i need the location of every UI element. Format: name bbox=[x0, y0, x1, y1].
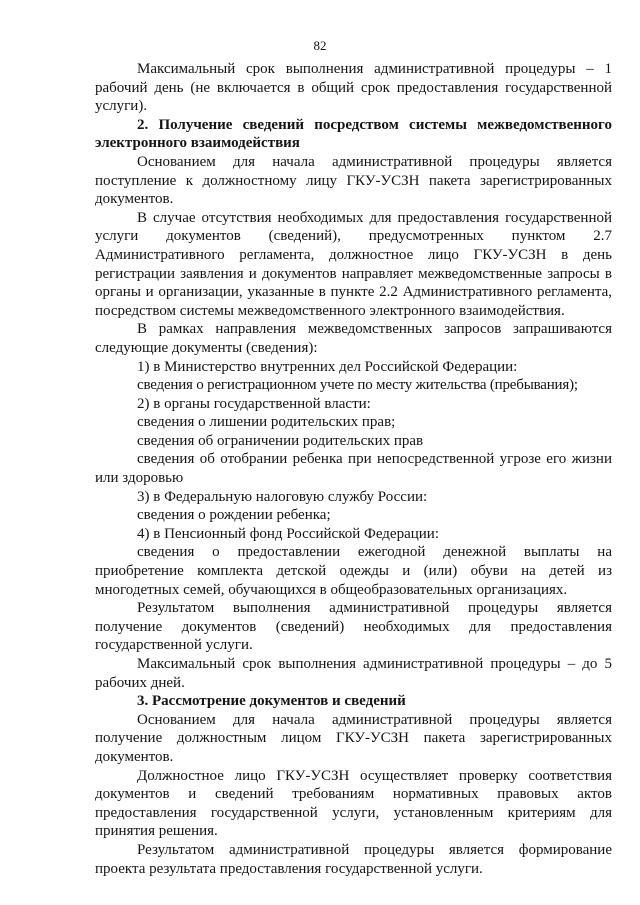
paragraph-requested-documents: В рамках направления межведомственных запросов запрашиваются следующие документы (сведения): bbox=[95, 321, 612, 356]
list-item-state-authorities: 2) в органы государственной власти: bbox=[137, 395, 371, 412]
list-item-birth-info: сведения о рождении ребенка; bbox=[137, 507, 331, 524]
paragraph-compliance-check: Должностное лицо ГКУ-УСЗН осуществляет проверку соответствия документов и сведений требованиям нормативных правовых актов предоставления государственной услуги, установленным критериям для принятия решения. bbox=[95, 767, 612, 840]
paragraph-result-procedure-3: Результатом административной процедуры является формирование проекта результата предоставления государственной услуги. bbox=[95, 841, 612, 877]
paragraph-annual-payment: сведения о предоставлении ежегодной денежной выплаты на приобретение комплекта детской одежды и (или) обуви на детей из многодетных семей, обучающихся в общеобразовательных организациях. bbox=[95, 544, 612, 598]
list-item-restriction-rights: сведения об ограничении родительских прав bbox=[137, 432, 424, 449]
paragraph-child-removal: сведения об отобрании ребенка при непосредственной угрозе его жизни или здоровью bbox=[95, 451, 612, 487]
heading-document-review: 3. Рассмотрение документов и сведений bbox=[137, 693, 406, 710]
heading-interagency-info: 2. Получение сведений посредством системы межведомственного электронного взаимодействия bbox=[95, 116, 612, 152]
list-item-pension-fund: 4) в Пенсионный фонд Российской Федерации: bbox=[137, 525, 439, 542]
paragraph-max-term-5-days: Максимальный срок выполнения административной процедуры – до 5 рабочих дней. bbox=[95, 656, 612, 691]
page-number: 82 bbox=[313, 38, 327, 53]
paragraph-basis-start-procedure: Основанием для начала административной процедуры является поступление к должностному лицу ГКУ-УСЗН пакета зарегистрированных документов. bbox=[95, 153, 612, 208]
paragraph-missing-documents: В случае отсутствия необходимых для предоставления государственной услуги документов (сведений), предусмотренных пунктом 2.7 Административного регламента, должностное лицо ГКУ-УСЗН в день регистрации заявления и документов направляет межведомственные запросы в органы и организации, указанные в пункте 2.2 Административного регламента, посредством системы межведомственного электронного взаимодействия. bbox=[95, 209, 612, 319]
paragraph-basis-review: Основанием для начала административной процедуры является получение должностным лицом ГКУ-УСЗН пакета зарегистрированных документов. bbox=[95, 711, 612, 765]
list-item-deprivation-rights: сведения о лишении родительских прав; bbox=[137, 414, 396, 431]
list-item-mvd: 1) в Министерство внутренних дел Российской Федерации: bbox=[137, 358, 518, 375]
document-body bbox=[95, 60, 612, 878]
list-item-registration-info: сведения о регистрационном учете по месту жительства (пребывания); bbox=[137, 377, 578, 394]
paragraph-max-term-1-day: Максимальный срок выполнения административной процедуры – 1 рабочий день (не включается в общий срок предоставления государственной услуги). bbox=[95, 61, 612, 115]
paragraph-result-procedure-2: Результатом выполнения административной процедуры является получение документов (сведений) необходимых для предоставления государственной услуги. bbox=[95, 600, 612, 654]
list-item-tax-service: 3) в Федеральную налоговую службу России: bbox=[137, 488, 428, 505]
